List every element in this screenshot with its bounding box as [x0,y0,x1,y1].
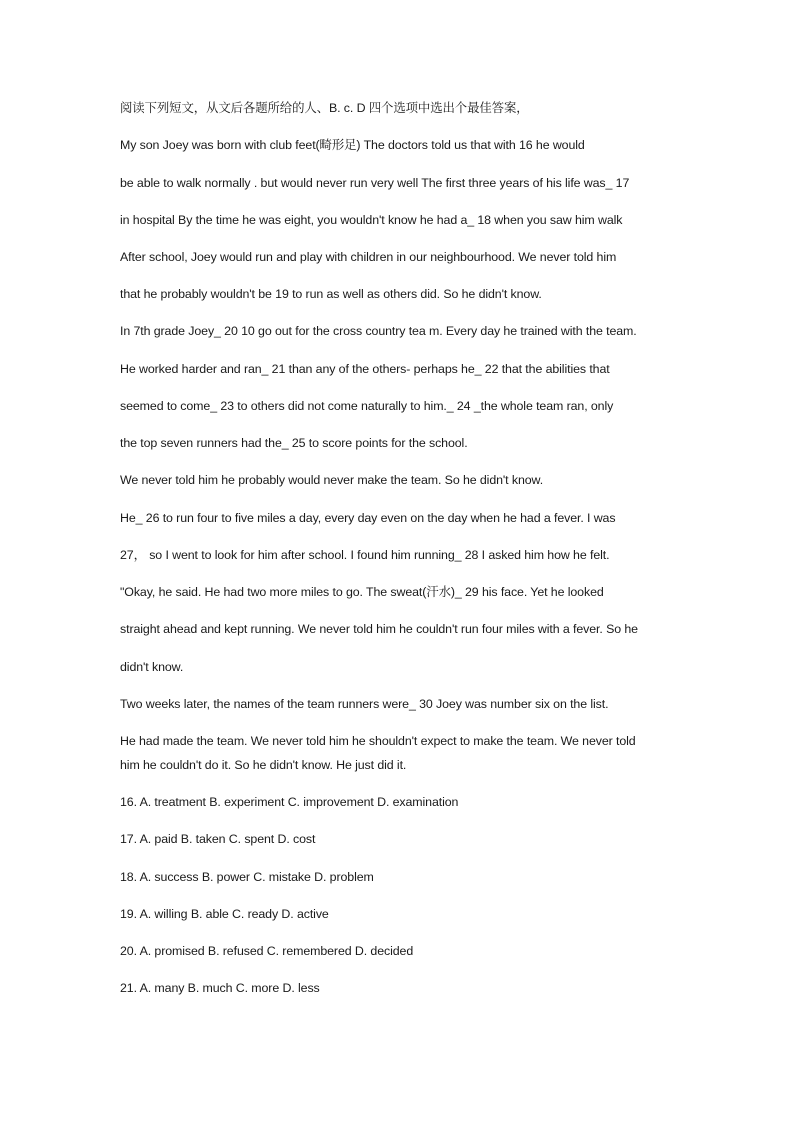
question-item: 21. A. many B. much C. more D. less [120,981,320,995]
passage-line: in hospital By the time he was eight, you wouldn't know he had a_ 18 when you saw him walk [120,213,623,227]
passage-line: "Okay, he said. He had two more miles to go. The sweat(汗水)_ 29 his face. Yet he looked [120,585,604,599]
question-item: 19. A. willing B. able C. ready D. active [120,907,329,921]
passage-line: 27， so I went to look for him after school. I found him running_ 28 I asked him how he felt. [120,548,610,562]
passage-line: He_ 26 to run four to five miles a day, every day even on the day when he had a fever. I was [120,511,616,525]
question-item: 20. A. promised B. refused C. remembered D. decided [120,944,414,958]
passage-line: him he couldn't do it. So he didn't know. He just did it. [120,758,407,772]
passage-line: My son Joey was born with club feet(畸形足) The doctors told us that with 16 he would [120,138,585,152]
passage-line: straight ahead and kept running. We never told him he couldn't run four miles with a fever. So he [120,622,638,636]
question-item: 17. A. paid B. taken C. spent D. cost [120,832,316,846]
passage-line: After school, Joey would run and play with children in our neighbourhood. We never told him [120,250,617,264]
question-item: 18. A. success B. power C. mistake D. problem [120,870,374,884]
passage-line: didn't know. [120,660,184,674]
passage-line: Two weeks later, the names of the team runners were_ 30 Joey was number six on the list. [120,697,609,711]
passage-line: be able to walk normally . but would never run very well The first three years of his life was_ 17 [120,176,630,190]
passage-line: He worked harder and ran_ 21 than any of the others- perhaps he_ 22 that the abilities that [120,362,610,376]
passage-line: seemed to come_ 23 to others did not come naturally to him._ 24 _the whole team ran, only [120,399,614,413]
passage-line: We never told him he probably would never make the team. So he didn't know. [120,473,544,487]
passage-line: the top seven runners had the_ 25 to score points for the school. [120,436,468,450]
question-item: 16. A. treatment B. experiment C. improvement D. examination [120,795,459,809]
passage-line: He had made the team. We never told him he shouldn't expect to make the team. We never told [120,734,636,748]
passage-line: In 7th grade Joey_ 20 10 go out for the cross country tea m. Every day he trained with the team. [120,324,637,338]
passage-line: that he probably wouldn't be 19 to run as well as others did. So he didn't know. [120,287,542,301]
instruction-text: 阅读下列短文，从文后各题所给的人、B. c. D 四个选项中选出个最佳答案， [120,101,529,115]
